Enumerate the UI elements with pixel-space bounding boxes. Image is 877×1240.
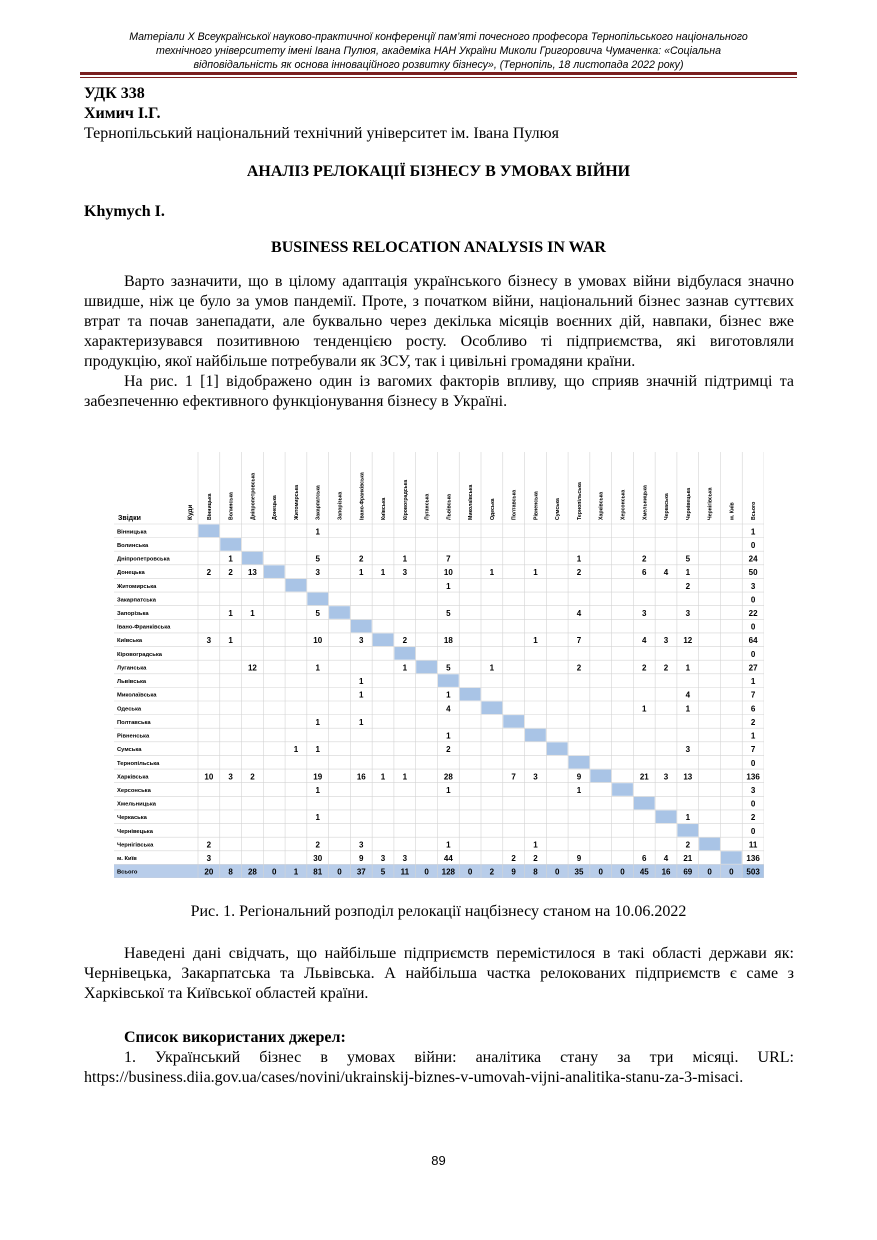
cell-value: 50 <box>748 568 758 578</box>
diagonal-cell <box>525 729 546 742</box>
cell-value: 3 <box>663 772 669 782</box>
cell-value: 16 <box>356 772 366 782</box>
cell-value: 2 <box>250 772 255 782</box>
cell-value: 2 <box>663 663 669 673</box>
page-number: 89 <box>431 1153 446 1168</box>
cell-value: 13 <box>247 568 257 578</box>
cell-value: 3 <box>642 609 647 618</box>
column-header: м. Київ <box>729 502 736 520</box>
cell-value: 5 <box>446 663 451 673</box>
column-header: Київська <box>381 497 388 520</box>
column-header: Всього <box>751 501 758 520</box>
cell-value: 21 <box>639 772 649 782</box>
row-label: Закарпатська <box>117 597 156 604</box>
cell-value: 4 <box>663 854 669 864</box>
diagonal-cell <box>634 797 655 810</box>
cell-value: 1 <box>250 609 255 618</box>
paragraph-2: На рис. 1 [1] відображено один із вагомих факторів впливу, що сприяв значній підтримці та забезпеченню ефективного функціонування бізнесу в Україні. <box>84 373 794 410</box>
cell-value: 11 <box>400 867 410 877</box>
author-en: Khymych I. <box>84 203 165 220</box>
diagonal-cell <box>307 593 328 606</box>
relocation-matrix-chart <box>114 452 764 878</box>
cell-value: 1 <box>228 636 233 646</box>
column-header: Донецька <box>272 495 279 520</box>
cell-value: 0 <box>620 867 625 877</box>
cell-value: 2 <box>685 840 691 850</box>
row-label: Хмельницька <box>117 801 156 808</box>
affiliation: Тернопільський національний технічний університет ім. Івана Пулюя <box>84 125 559 142</box>
column-header: Вінницька <box>206 493 213 520</box>
cell-value: 28 <box>443 772 453 782</box>
cell-value: 0 <box>750 758 756 768</box>
diagonal-cell <box>569 756 590 769</box>
cell-value: 2 <box>533 854 538 864</box>
cell-value: 3 <box>533 772 538 782</box>
cell-value: 2 <box>402 636 408 646</box>
cell-value: 3 <box>685 609 691 618</box>
cell-value: 4 <box>642 636 647 646</box>
diagonal-cell <box>373 633 394 646</box>
cell-value: 0 <box>729 867 734 877</box>
cell-value: 1 <box>489 663 495 673</box>
diagonal-cell <box>438 674 459 687</box>
diagonal-cell <box>612 783 633 796</box>
diagonal-cell <box>199 525 220 538</box>
cell-value: 12 <box>683 636 693 646</box>
cell-value: 1 <box>446 581 451 591</box>
cell-value: 2 <box>576 568 582 578</box>
diagonal-cell <box>394 647 415 660</box>
author-ua: Химич І.Г. <box>84 105 161 122</box>
diagonal-cell <box>547 742 568 755</box>
cell-value: 1 <box>402 554 408 564</box>
diagonal-cell <box>699 838 720 851</box>
column-header: Полтавська <box>511 489 518 520</box>
cell-value: 1 <box>315 745 320 755</box>
cell-value: 7 <box>446 554 451 564</box>
cell-value: 13 <box>683 772 693 782</box>
cell-value: 1 <box>315 813 320 823</box>
cell-value: 0 <box>554 867 560 877</box>
row-label: Львівська <box>117 679 147 686</box>
cell-value: 1 <box>685 813 691 823</box>
cell-value: 9 <box>359 854 364 864</box>
cell-value: 136 <box>746 854 760 864</box>
row-label: Дніпропетровська <box>117 556 170 563</box>
cell-value: 2 <box>446 745 451 755</box>
diagonal-cell <box>220 538 241 551</box>
cell-value: 1 <box>576 554 582 564</box>
cell-value: 3 <box>315 568 320 578</box>
diagonal-cell <box>503 715 524 728</box>
cell-value: 1 <box>315 527 320 537</box>
col-header-label: Куди <box>187 504 194 520</box>
header-rule-thin <box>80 77 797 78</box>
cell-value: 0 <box>467 867 473 877</box>
cell-value: 18 <box>443 636 453 646</box>
cell-value: 16 <box>661 867 671 877</box>
cell-value: 20 <box>204 867 214 877</box>
cell-value: 1 <box>359 677 364 687</box>
cell-value: 1 <box>228 554 233 564</box>
row-label: Івано-Франківська <box>117 624 171 631</box>
cell-value: 44 <box>443 854 453 864</box>
cell-value: 1 <box>446 786 451 795</box>
cell-value: 1 <box>750 731 756 741</box>
row-label: Одеська <box>117 706 142 713</box>
row-label: Чернівецька <box>117 828 153 835</box>
udk-code: УДК 338 <box>84 85 145 102</box>
cell-value: 1 <box>315 717 320 727</box>
row-label: Миколаївська <box>117 692 157 699</box>
cell-value: 1 <box>359 690 364 700</box>
row-label: Запорізька <box>117 611 149 617</box>
column-header: Миколаївська <box>468 484 475 520</box>
cell-value: 0 <box>750 649 756 659</box>
cell-value: 1 <box>446 840 451 850</box>
column-header: Кіровоградська <box>402 479 409 520</box>
cell-value: 28 <box>247 867 257 877</box>
cell-value: 5 <box>380 867 386 877</box>
row-label: Херсонська <box>117 788 151 794</box>
cell-value: 7 <box>576 636 582 646</box>
diagonal-cell <box>416 661 437 674</box>
row-label: Полтавська <box>117 719 151 726</box>
body-text-bottom <box>84 944 794 1004</box>
cell-value: 3 <box>685 745 691 755</box>
cell-value: 2 <box>359 554 364 564</box>
header-rule-thick <box>80 72 797 75</box>
cell-value: 136 <box>746 772 760 782</box>
body-text-top <box>84 272 794 412</box>
cell-value: 2 <box>642 554 647 564</box>
cell-value: 2 <box>750 717 756 727</box>
cell-value: 27 <box>748 663 758 673</box>
column-header: Дніпропетровська <box>250 472 257 520</box>
cell-value: 5 <box>315 609 320 618</box>
cell-value: 3 <box>359 840 364 850</box>
cell-value: 10 <box>313 636 323 646</box>
column-header: Черкаська <box>664 493 671 520</box>
cell-value: 5 <box>446 609 451 618</box>
cell-value: 1 <box>446 731 451 741</box>
cell-value: 6 <box>750 704 756 714</box>
cell-value: 37 <box>356 867 366 877</box>
row-label: Волинська <box>117 542 149 549</box>
cell-value: 2 <box>228 568 233 578</box>
column-header: Хмельницька <box>642 485 649 520</box>
row-label: Луганська <box>117 665 147 672</box>
cell-value: 12 <box>247 663 257 673</box>
column-header: Тернопільська <box>576 482 583 520</box>
column-header: Чернігівська <box>707 487 714 520</box>
diagonal-cell <box>242 552 263 565</box>
cell-value: 2 <box>206 568 212 578</box>
row-label: Рівненська <box>117 733 150 740</box>
cell-value: 6 <box>642 568 647 578</box>
cell-value: 22 <box>748 609 758 618</box>
cell-value: 3 <box>663 636 669 646</box>
row-label: Черкаська <box>117 815 147 822</box>
column-header: Волинська <box>228 492 235 520</box>
cell-value: 4 <box>576 609 582 618</box>
cell-value: 19 <box>313 772 323 782</box>
cell-value: 5 <box>685 554 691 564</box>
diagonal-cell <box>460 688 481 701</box>
diagonal-cell <box>351 620 372 633</box>
paragraph-1: Варто зазначити, що в цілому адаптація українського бізнесу в умовах війни відбулася значно швидше, ніж це було за умов пандемії. Проте, з початком війни, національний бізнес зазнав суттєвих втрат та почав занепадати, але буквально через декілька місяців воєнних дій, навпаки, бізнес вже характеризувався позитивною тенденцією росту. Особливо ті підприємства, які виготовляли продукцію, якої найбільше потребували як ЗСУ, так і цивільні громадяни країни. <box>84 273 794 370</box>
cell-value: 1 <box>533 840 538 850</box>
row-label: Сумська <box>117 747 142 754</box>
cell-value: 8 <box>228 867 233 877</box>
diagonal-cell <box>677 824 698 837</box>
cell-value: 2 <box>642 663 647 673</box>
cell-value: 4 <box>663 568 669 578</box>
cell-value: 1 <box>293 745 299 755</box>
row-label: Донецька <box>117 570 145 577</box>
row-label: Харківська <box>117 774 149 781</box>
cell-value: 3 <box>206 636 212 646</box>
cell-value: 0 <box>750 540 756 550</box>
cell-value: 0 <box>750 622 756 632</box>
diagonal-cell <box>264 565 285 578</box>
row-label: Вінницька <box>117 529 147 536</box>
cell-value: 24 <box>748 554 758 564</box>
diagonal-cell <box>329 606 350 619</box>
cell-value: 0 <box>750 826 756 836</box>
cell-value: 4 <box>446 704 451 714</box>
column-header: Харківська <box>598 491 605 520</box>
cell-value: 3 <box>359 636 364 646</box>
column-header: Одеська <box>489 498 496 520</box>
cell-value: 1 <box>750 527 756 537</box>
paragraph-3: Наведені дані свідчать, що найбільше підприємств перемістилося в такі області держави як: Чернівецька, Закарпатська та Львівська. А найбільша частка релокованих підприємств є саме з Харківської та Київської областей країни. <box>84 945 794 1002</box>
cell-value: 2 <box>511 854 516 864</box>
cell-value: 1 <box>685 704 691 714</box>
cell-value: 1 <box>359 568 364 578</box>
diagonal-cell <box>286 579 307 592</box>
cell-value: 8 <box>533 867 538 877</box>
cell-value: 1 <box>402 772 408 782</box>
references-title: Список використаних джерел: <box>124 1029 346 1046</box>
cell-value: 0 <box>424 867 429 877</box>
cell-value: 1 <box>446 690 451 700</box>
cell-value: 64 <box>748 636 758 646</box>
column-header: Сумська <box>555 498 562 520</box>
cell-value: 1 <box>380 568 386 578</box>
cell-value: 3 <box>402 854 408 864</box>
cell-value: 1 <box>533 568 538 578</box>
cell-value: 10 <box>443 568 453 578</box>
cell-value: 1 <box>642 704 647 714</box>
cell-value: 11 <box>748 840 758 850</box>
title-ua: АНАЛІЗ РЕЛОКАЦІЇ БІЗНЕСУ В УМОВАХ ВІЙНИ <box>246 163 631 180</box>
column-header: Закарпатська <box>315 485 322 520</box>
cell-value: 3 <box>750 581 756 591</box>
cell-value: 1 <box>576 786 582 795</box>
cell-value: 503 <box>746 867 760 877</box>
cell-value: 3 <box>402 568 408 578</box>
cell-value: 10 <box>204 772 214 782</box>
row-label: Кіровоградська <box>117 651 162 658</box>
cell-value: 2 <box>206 840 212 850</box>
diagonal-cell <box>721 851 742 864</box>
figure-caption: Рис. 1. Регіональний розподіл релокації нацбізнесу станом на 10.06.2022 <box>190 903 687 920</box>
cell-value: 4 <box>685 690 691 700</box>
cell-value: 1 <box>359 717 364 727</box>
cell-value: 3 <box>206 854 212 864</box>
cell-value: 9 <box>576 772 582 782</box>
cell-value: 30 <box>313 854 323 864</box>
cell-value: 9 <box>576 854 582 864</box>
diagonal-cell <box>656 810 677 823</box>
row-label: Чернігівська <box>117 842 154 849</box>
cell-value: 0 <box>271 867 277 877</box>
header-line-1: Матеріали X Всеукраїнської науково-практичної конференції пам’яті почесного професора Тернопільського національного <box>129 31 748 43</box>
header-line-2: технічного університету імені Івана Пулюя, академіка НАН України Миколи Григоровича Чумаченка: «Соціальна <box>156 45 721 57</box>
cell-value: 7 <box>750 745 756 755</box>
cell-value: 2 <box>685 581 691 591</box>
cell-value: 7 <box>511 772 516 782</box>
cell-value: 1 <box>380 772 386 782</box>
row-header-label: Звідки <box>118 515 141 522</box>
cell-value: 3 <box>750 786 756 795</box>
column-header: Рівненська <box>533 491 540 520</box>
cell-value: 9 <box>511 867 516 877</box>
title-en: BUSINESS RELOCATION ANALYSIS IN WAR <box>271 239 606 256</box>
reference-1: 1. Український бізнес в умовах війни: аналітика стану за три місяці. URL: https://business.diia.gov.ua/cases/novini/ukrainskij-biznes-v-umovah-vijni-analitika-stanu-za-3-misaci. <box>84 1049 794 1086</box>
cell-value: 1 <box>402 663 408 673</box>
cell-value: 2 <box>750 813 756 823</box>
cell-value: 5 <box>315 554 320 564</box>
column-header: Луганська <box>424 493 431 520</box>
diagonal-cell <box>590 770 611 783</box>
row-label: Житомирська <box>117 583 157 590</box>
row-label: м. Київ <box>117 856 137 863</box>
row-label: Всього <box>117 869 138 876</box>
cell-value: 1 <box>750 677 756 687</box>
cell-value: 2 <box>489 867 495 877</box>
cell-value: 1 <box>228 609 233 618</box>
cell-value: 1 <box>533 636 538 646</box>
cell-value: 0 <box>598 867 603 877</box>
cell-value: 1 <box>315 786 320 795</box>
column-header: Львівська <box>446 493 453 520</box>
column-header: Херсонська <box>620 489 627 520</box>
cell-value: 0 <box>750 799 756 809</box>
cell-value: 3 <box>380 854 386 864</box>
column-header: Запорізька <box>337 491 344 520</box>
cell-value: 69 <box>683 867 693 877</box>
cell-value: 2 <box>576 663 582 673</box>
row-label: Київська <box>117 638 143 645</box>
cell-value: 7 <box>750 690 756 700</box>
cell-value: 6 <box>642 854 647 864</box>
column-header: Чернівецька <box>685 487 692 520</box>
references-list <box>84 1048 794 1088</box>
cell-value: 81 <box>313 867 323 877</box>
cell-value: 35 <box>574 867 584 877</box>
cell-value: 1 <box>293 867 299 877</box>
cell-value: 45 <box>639 867 649 877</box>
cell-value: 0 <box>750 595 756 605</box>
cell-value: 3 <box>228 772 233 782</box>
cell-value: 21 <box>683 854 693 864</box>
row-label: Тернопільська <box>117 760 160 767</box>
cell-value: 1 <box>315 663 320 673</box>
column-header: Житомирська <box>293 484 300 520</box>
header-line-3: відповідальність як основа інноваційного розвитку бізнесу», (Тернопіль, 18 листопада 2022 року) <box>193 59 684 71</box>
cell-value: 0 <box>707 867 712 877</box>
cell-value: 1 <box>685 663 691 673</box>
relocation-matrix-figure <box>114 452 764 878</box>
column-header: Івано-Франківська <box>359 472 366 520</box>
cell-value: 128 <box>441 867 456 877</box>
diagonal-cell <box>482 702 503 715</box>
cell-value: 0 <box>337 867 342 877</box>
conference-header <box>60 30 817 72</box>
cell-value: 1 <box>685 568 691 578</box>
cell-value: 1 <box>489 568 495 578</box>
cell-value: 2 <box>315 840 320 850</box>
